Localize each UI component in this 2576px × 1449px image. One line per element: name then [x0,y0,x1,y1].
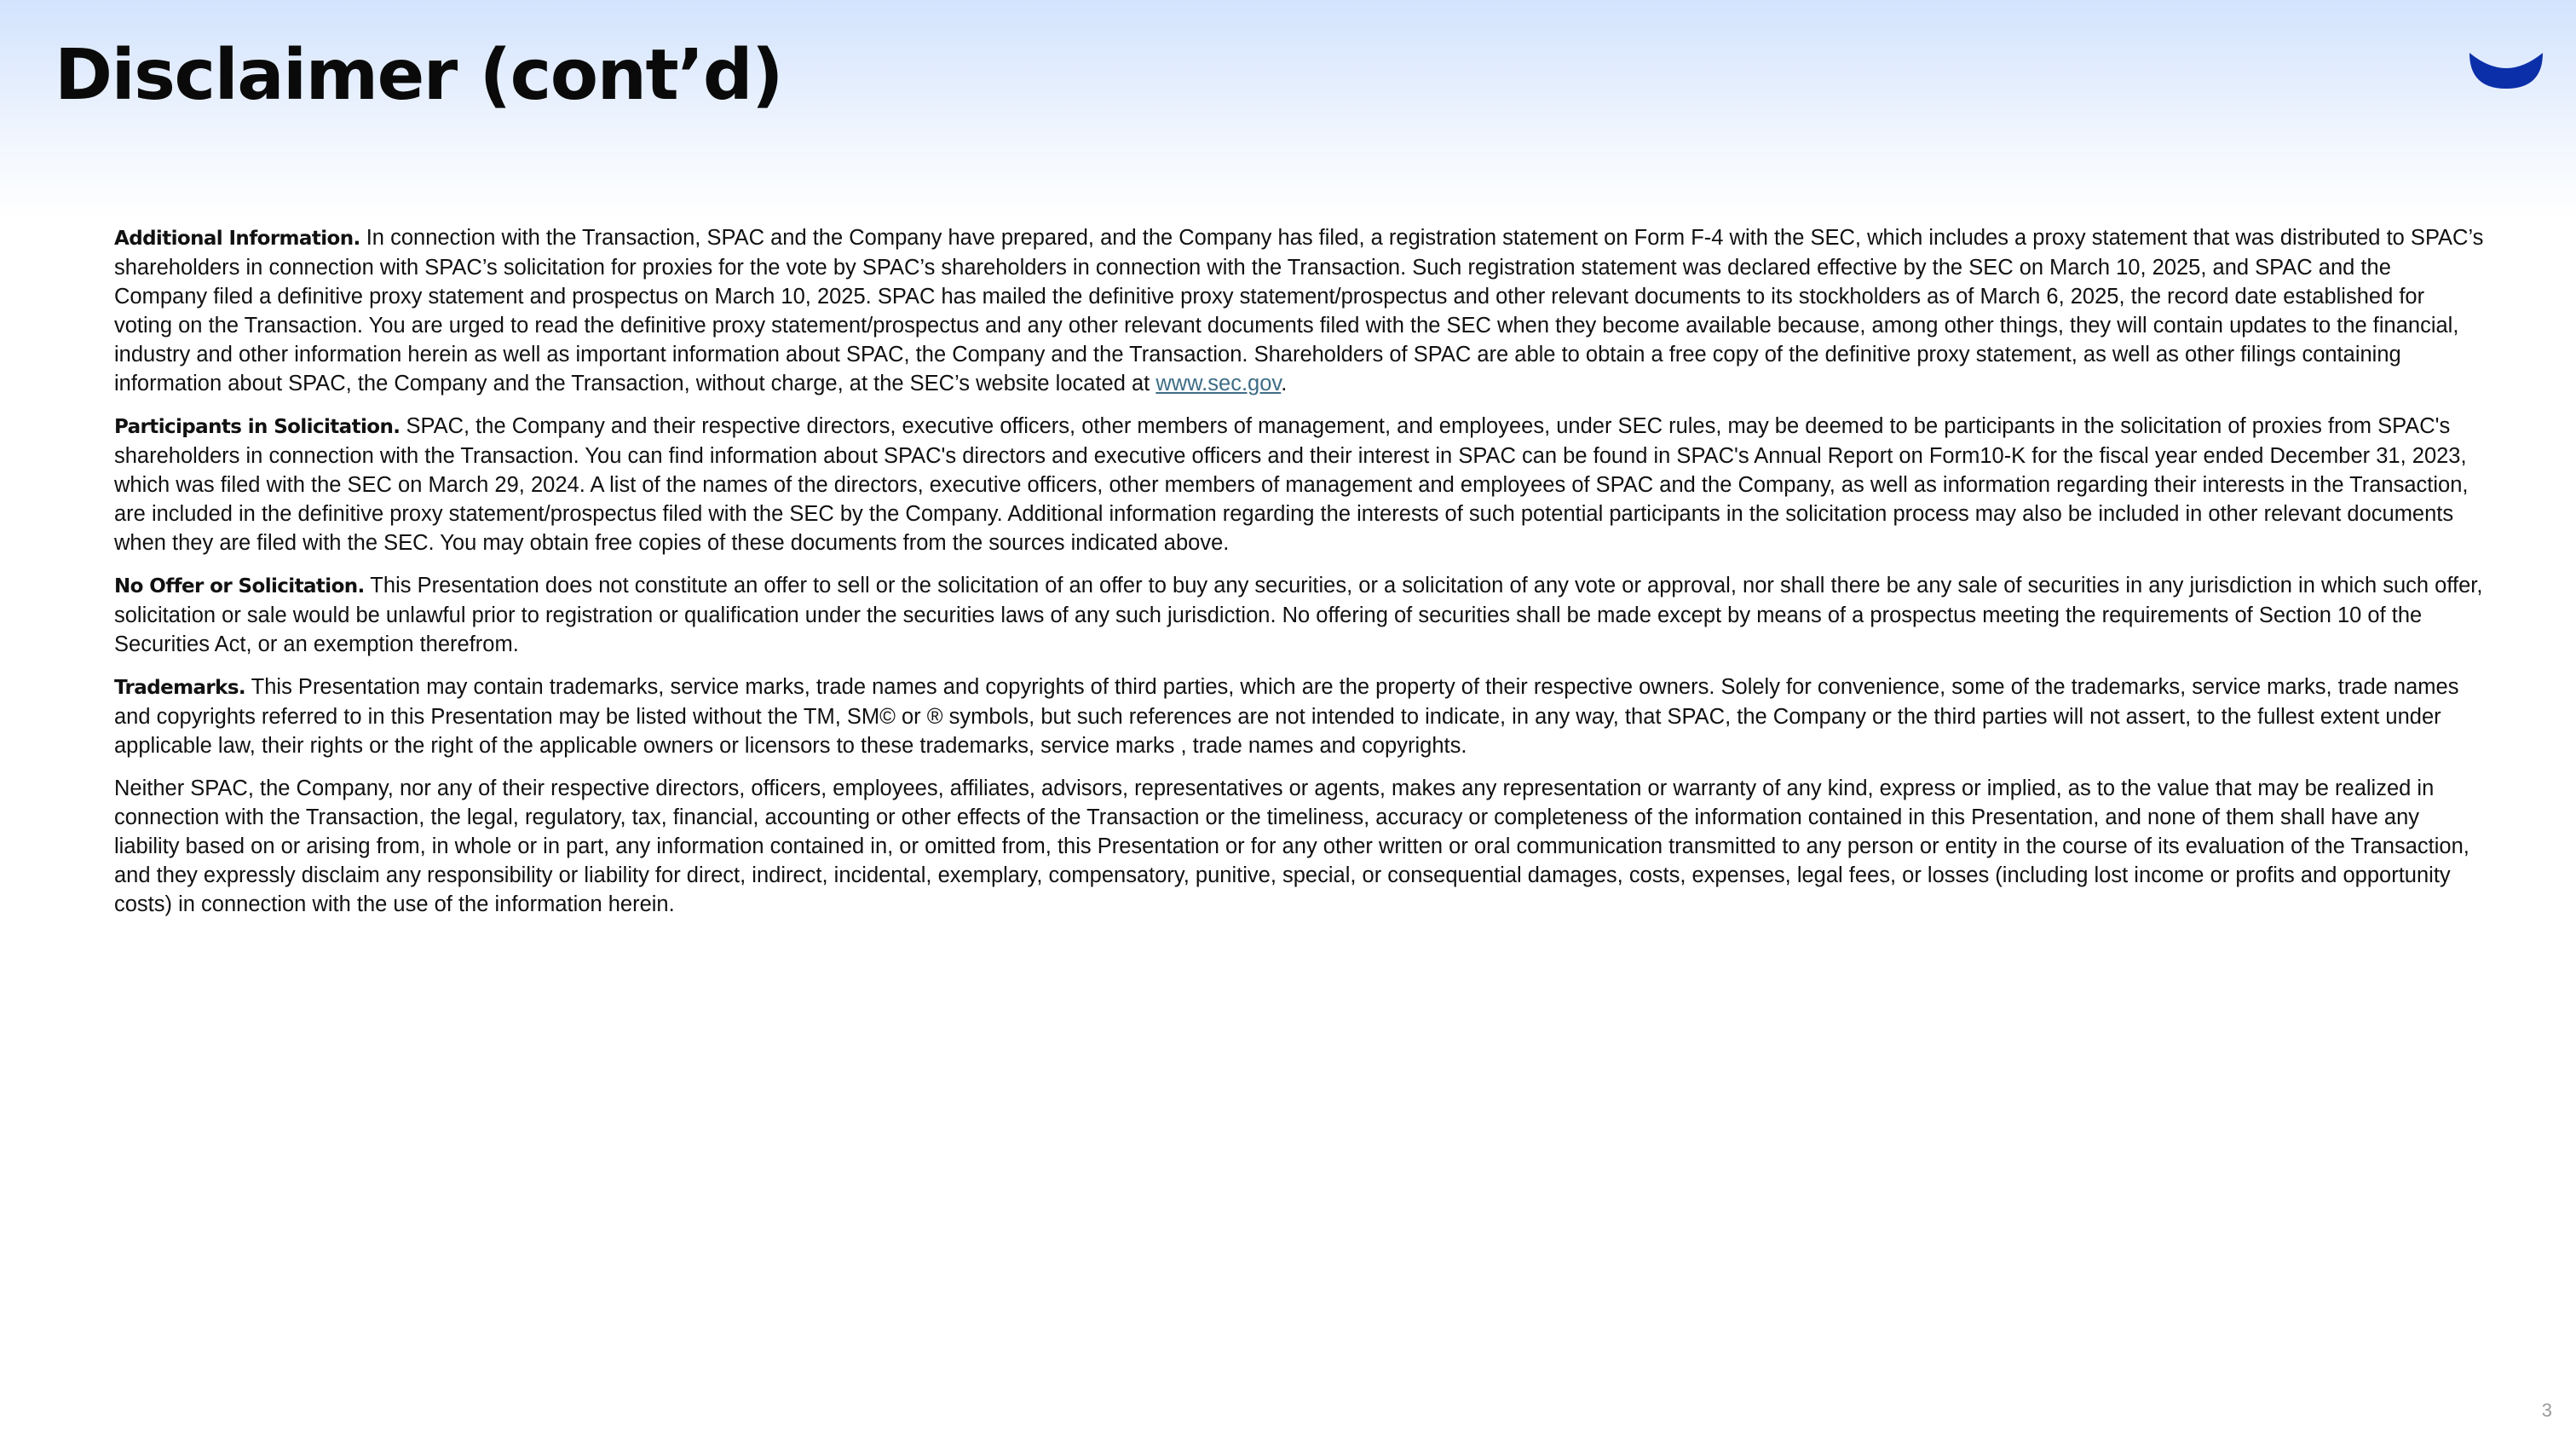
paragraph-trademarks [114,673,2488,760]
paragraph-heading: Additional Information. [114,228,360,250]
paragraph-participants-in-solicitation [114,412,2488,557]
paragraph-liability-disclaimer [114,774,2488,919]
page-title: Disclaimer (cont’d) [55,35,783,116]
paragraph-heading: Participants in Solicitation. [114,416,401,438]
paragraph-additional-information [114,223,2488,398]
disclaimer-body [114,223,2488,932]
paragraph-text-end: . [1281,372,1288,395]
page-number: 3 [2541,1400,2552,1421]
paragraph-text: SPAC, the Company and their respective directors, executive officers, other members of management, and employees, under SEC rules, may be deemed to be participants in the solicitation of proxies from SPAC's shareholders in connection with the Transaction. You can find information about SPAC's directors and executive officers and their interest in SPAC can be found in SPAC's Annual Report on Form10-K for the fiscal year ended December 31, 2023, which was filed with the SEC on March 29, 2024. A list of the names of the directors, executive officers, other members of management and employees of SPAC and the Company, as well as information regarding their interests in the Transaction, are included in the definitive proxy statement/prospectus filed with the SEC by the Company. Additional information regarding the interests of such potential participants in the solicitation process may also be included in other relevant documents when they are filed with the SEC. You may obtain free copies of these documents from the sources indicated above. [114,414,2469,555]
paragraph-text: This Presentation may contain trademarks, service marks, trade names and copyrights of third parties, which are the property of their respective owners. Solely for convenience, some of the trademarks, service marks, trade names and copyrights referred to in this Presentation may be listed without the TM, SM© or ® symbols, but such references are not intended to indicate, in any way, that SPAC, the Company or the third parties will not assert, to the fullest extent under applicable law, their rights or the right of the applicable owners or licensors to these trademarks, service marks , trade names and copyrights. [114,675,2459,758]
paragraph-text: This Presentation does not constitute an offer to sell or the solicitation of an offer to buy any securities, or a solicitation of any vote or approval, nor shall there be any sale of securities in any jurisdiction in which such offer, solicitation or sale would be unlawful prior to registration or qualification under the securities laws of any such jurisdiction. No offering of securities shall be made except by means of a prospectus meeting the requirements of Section 10 of the Securities Act, or an exemption therefrom. [114,574,2483,656]
paragraph-heading: No Offer or Solicitation. [114,575,365,597]
paragraph-text: Neither SPAC, the Company, nor any of their respective directors, officers, employees, affiliates, advisors, representatives or agents, makes any representation or warranty of any kind, express or implied, as to the value that may be realized in connection with the Transaction, the legal, regulatory, tax, financial, accounting or other effects of the Transaction or the timeliness, accuracy or completeness of the information contained in this Presentation, and none of them shall have any liability based on or arising from, in whole or in part, any information contained in, or omitted from, this Presentation or for any other written or oral communication transmitted to any person or entity in the course of its evaluation of the Transaction, and they expressly disclaim any responsibility or liability for direct, indirect, incidental, exemplary, compensatory, punitive, special, or consequential damages, costs, expenses, legal fees, or losses (including lost income or profits and opportunity costs) in connection with the use of the information herein. [114,776,2469,916]
company-logo-icon [2468,43,2544,95]
logo-crescent [2469,53,2543,89]
paragraph-heading: Trademarks. [114,677,246,699]
paragraph-no-offer-or-solicitation [114,571,2488,659]
sec-website-link[interactable]: www.sec.gov [1155,372,1282,395]
paragraph-text: In connection with the Transaction, SPAC and the Company have prepared, and the Company has filed, a registration statement on Form F-4 with the SEC, which includes a proxy statement that was distributed to SPAC’s shareholders in connection with SPAC’s solicitation for proxies for the vote by SPAC’s shareholders in connection with the Transaction. Such registration statement was declared effective by the SEC on March 10, 2025, and SPAC and the Company filed a definitive proxy statement and prospectus on March 10, 2025. SPAC has mailed the definitive proxy statement/prospectus and other relevant documents to its stockholders as of March 6, 2025, the record date established for voting on the Transaction. You are urged to read the definitive proxy statement/prospectus and any other relevant documents filed with the SEC when they become available because, among other things, they will contain updates to the financial, industry and other information herein as well as important information about SPAC, the Company and the Transaction. Shareholders of SPAC are able to obtain a free copy of the definitive proxy statement, as well as other filings containing information about SPAC, the Company and the Transaction, without charge, at the SEC’s website located at [114,226,2484,395]
